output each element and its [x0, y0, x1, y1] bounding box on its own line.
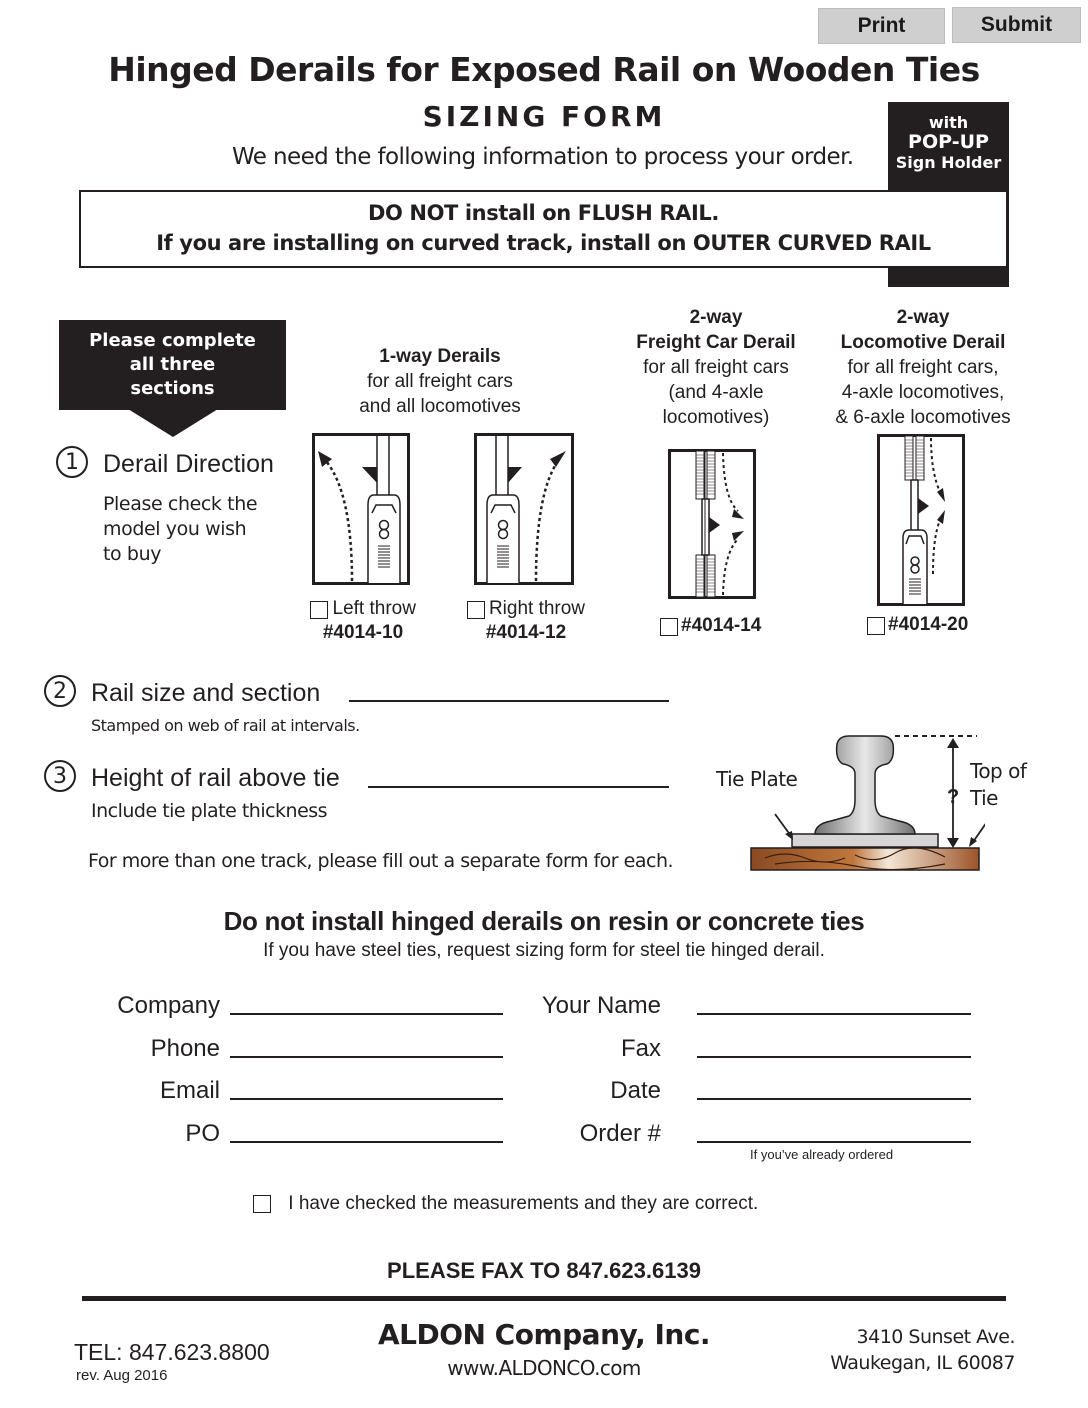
column-heading: 2-way — [896, 307, 950, 328]
right-throw-diagram-icon — [474, 433, 574, 585]
section-3-title: Height of rail above tie — [91, 764, 340, 792]
callout-line1: Please complete — [89, 330, 256, 351]
column-desc: for all freight cars, — [847, 357, 999, 378]
company-input[interactable] — [230, 1013, 503, 1015]
intro-text: We need the following information to process your order. — [232, 144, 854, 170]
option-right-throw — [456, 598, 596, 644]
note-line: Please check the — [103, 493, 258, 515]
option-left-throw — [298, 598, 428, 644]
confirm-row — [253, 1193, 758, 1215]
multi-track-note: For more than one track, please fill out a separate form for each. — [88, 850, 674, 872]
label-line: Top of — [970, 759, 1027, 783]
callout-line2: all three — [129, 354, 216, 375]
email-input[interactable] — [230, 1098, 503, 1100]
email-label: Email — [159, 1077, 220, 1104]
fax-instruction: PLEASE FAX TO 847.623.6139 — [387, 1258, 701, 1283]
freight-derail-checkbox[interactable] — [660, 618, 678, 636]
section-1-note — [103, 492, 257, 567]
column-heading: 1-way Derails — [379, 346, 501, 367]
warning-line2: If you are installing on curved track, install on OUTER CURVED RAIL — [156, 231, 931, 255]
column-desc: & 6-axle locomotives — [835, 407, 1011, 428]
badge-line1: with — [928, 113, 969, 132]
column-heading: Freight Car Derail — [636, 332, 796, 353]
right-throw-checkbox[interactable] — [467, 601, 485, 619]
callout-line3: sections — [130, 378, 215, 399]
column-heading: Locomotive Derail — [840, 332, 1006, 353]
footer-company: ALDON Company, Inc. — [377, 1318, 711, 1351]
column-desc: (and 4-axle — [668, 382, 764, 403]
option-code: #4014-10 — [322, 622, 404, 643]
fax-label: Fax — [620, 1035, 661, 1062]
option-code: #4014-14 — [681, 615, 762, 636]
print-button[interactable]: Print — [818, 8, 945, 44]
complete-all-callout — [59, 320, 286, 410]
your-name-input[interactable] — [697, 1013, 971, 1015]
option-label: Right throw — [488, 598, 586, 619]
submit-button[interactable]: Submit — [952, 7, 1081, 43]
po-input[interactable] — [230, 1141, 503, 1143]
section-1-title: Derail Direction — [103, 450, 274, 478]
loco-derail-checkbox[interactable] — [867, 617, 885, 635]
footer-tel: TEL: 847.623.8800 — [74, 1339, 270, 1365]
badge-line3: Sign Holder — [895, 153, 1002, 173]
section-1-number: 1 — [56, 446, 88, 478]
callout-arrow — [128, 409, 218, 437]
note-line: to buy — [103, 543, 162, 565]
order-number-input[interactable] — [697, 1141, 971, 1143]
address-line: Waukegan, IL 60087 — [830, 1352, 1015, 1374]
footer-website[interactable]: www.ALDONCO.com — [447, 1356, 641, 1380]
tie-plate-label: Tie Plate — [716, 767, 798, 791]
footer-rev: rev. Aug 2016 — [76, 1367, 168, 1384]
option-code: #4014-12 — [485, 622, 567, 643]
warning-line1: DO NOT install on FLUSH RAIL. — [368, 201, 719, 225]
date-label: Date — [610, 1077, 661, 1104]
date-input[interactable] — [697, 1098, 971, 1100]
order-number-label: Order # — [579, 1120, 661, 1147]
section-3-note: Include tie plate thickness — [91, 800, 328, 822]
two-way-freight-heading — [616, 305, 816, 430]
two-way-loco-heading — [818, 305, 1028, 430]
column-desc: 4-axle locomotives, — [841, 382, 1005, 403]
popup-badge-text — [888, 114, 1009, 173]
option-4014-20 — [867, 614, 968, 636]
footer-divider — [82, 1296, 1006, 1301]
fax-input[interactable] — [697, 1056, 971, 1058]
rail-height-input[interactable] — [368, 786, 669, 788]
two-way-loco-diagram-icon — [877, 434, 965, 606]
po-label: PO — [185, 1120, 220, 1147]
option-code: #4014-20 — [888, 614, 969, 635]
address-line: 3410 Sunset Ave. — [856, 1326, 1015, 1348]
rail-size-input[interactable] — [349, 700, 669, 702]
footer-address — [790, 1324, 1015, 1376]
section-2-title: Rail size and section — [91, 679, 321, 707]
confirm-label: I have checked the measurements and they are correct. — [288, 1193, 759, 1214]
tie-warning-heading: Do not install hinged derails on resin or concrete ties — [223, 906, 865, 936]
option-4014-14 — [660, 615, 761, 637]
flush-rail-warning — [79, 190, 1008, 268]
badge-line2: POP-UP — [908, 131, 989, 154]
section-3-number: 3 — [44, 760, 76, 792]
option-label: Left throw — [332, 598, 416, 619]
note-line: model you wish — [103, 518, 247, 540]
phone-input[interactable] — [230, 1056, 503, 1058]
unknown-height-mark: ? — [947, 786, 960, 808]
tie-warning-note: If you have steel ties, request sizing form for steel tie hinged derail. — [263, 940, 825, 961]
section-2-note: Stamped on web of rail at intervals. — [91, 716, 360, 735]
phone-label: Phone — [150, 1035, 220, 1062]
column-heading: 2-way — [689, 307, 743, 328]
your-name-label: Your Name — [541, 992, 661, 1019]
form-subtitle: SIZING FORM — [422, 100, 666, 133]
column-desc: locomotives) — [662, 407, 770, 428]
top-of-tie-label — [970, 758, 1026, 812]
left-throw-diagram-icon — [312, 433, 410, 585]
two-way-freight-diagram-icon — [668, 449, 756, 599]
column-desc: and all locomotives — [359, 396, 521, 417]
company-label: Company — [117, 992, 220, 1019]
section-2-number: 2 — [44, 675, 76, 707]
page-title: Hinged Derails for Exposed Rail on Wooden Ties — [108, 50, 980, 89]
one-way-heading — [330, 344, 550, 419]
confirm-checkbox[interactable] — [253, 1195, 271, 1213]
column-desc: for all freight cars — [367, 371, 513, 392]
column-desc: for all freight cars — [643, 357, 789, 378]
left-throw-checkbox[interactable] — [310, 601, 328, 619]
label-line: Tie — [970, 786, 998, 810]
order-hint: If you’ve already ordered — [750, 1147, 894, 1162]
